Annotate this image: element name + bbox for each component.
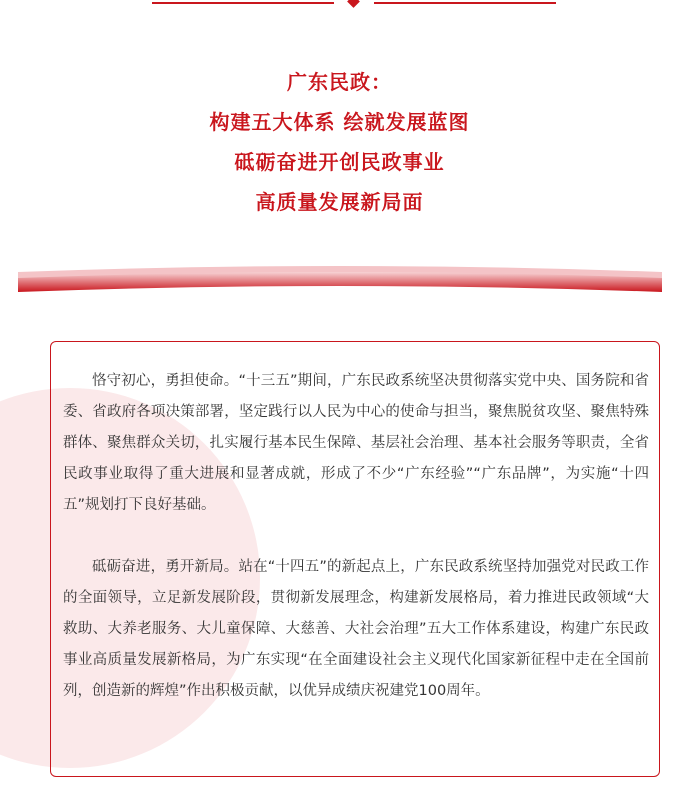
- content-card: [50, 341, 660, 777]
- paragraph-2: 砥砺奋进，勇开新局。站在“十四五”的新起点上，广东民政系统坚持加强党对民政工作的全面领导，立足新发展阶段，贯彻新发展理念，构建新发展格局，着力推进民政领域“大救助、大养老服务、大儿童保障、大慈善、大社会治理”五大工作体系建设，构建广东民政事业高质量发展新格局，为广东实现“在全面建设社会主义现代化国家新征程中走在全国前列，创造新的辉煌”作出积极贡献，以优异成绩庆祝建党100周年。: [63, 559, 649, 699]
- title-line-2: 构建五大体系 绘就发展蓝图: [209, 110, 470, 134]
- red-wave-divider: [0, 262, 679, 302]
- ornament-line-left: [152, 2, 334, 4]
- page-title: [0, 62, 679, 222]
- title-line-3: 砥砺奋进开创民政事业: [234, 150, 445, 174]
- ornament-line-right: [374, 2, 556, 4]
- top-ornament: [0, 0, 679, 14]
- title-line-4: 高质量发展新局面: [255, 190, 424, 214]
- ornament-diamond-icon: [347, 0, 360, 8]
- title-line-1: 广东民政：: [287, 70, 392, 94]
- paragraph-1: 恪守初心，勇担使命。“十三五”期间，广东民政系统坚决贯彻落实党中央、国务院和省委、省政府各项决策部署，坚定践行以人民为中心的使命与担当，聚焦脱贫攻坚、聚焦特殊群体、聚焦群众关切，扎实履行基本民生保障、基层社会治理、基本社会服务等职责，全省民政事业取得了重大进展和显著成就，形成了不少“广东经验”“广东品牌”，为实施“十四五”规划打下良好基础。: [63, 373, 649, 513]
